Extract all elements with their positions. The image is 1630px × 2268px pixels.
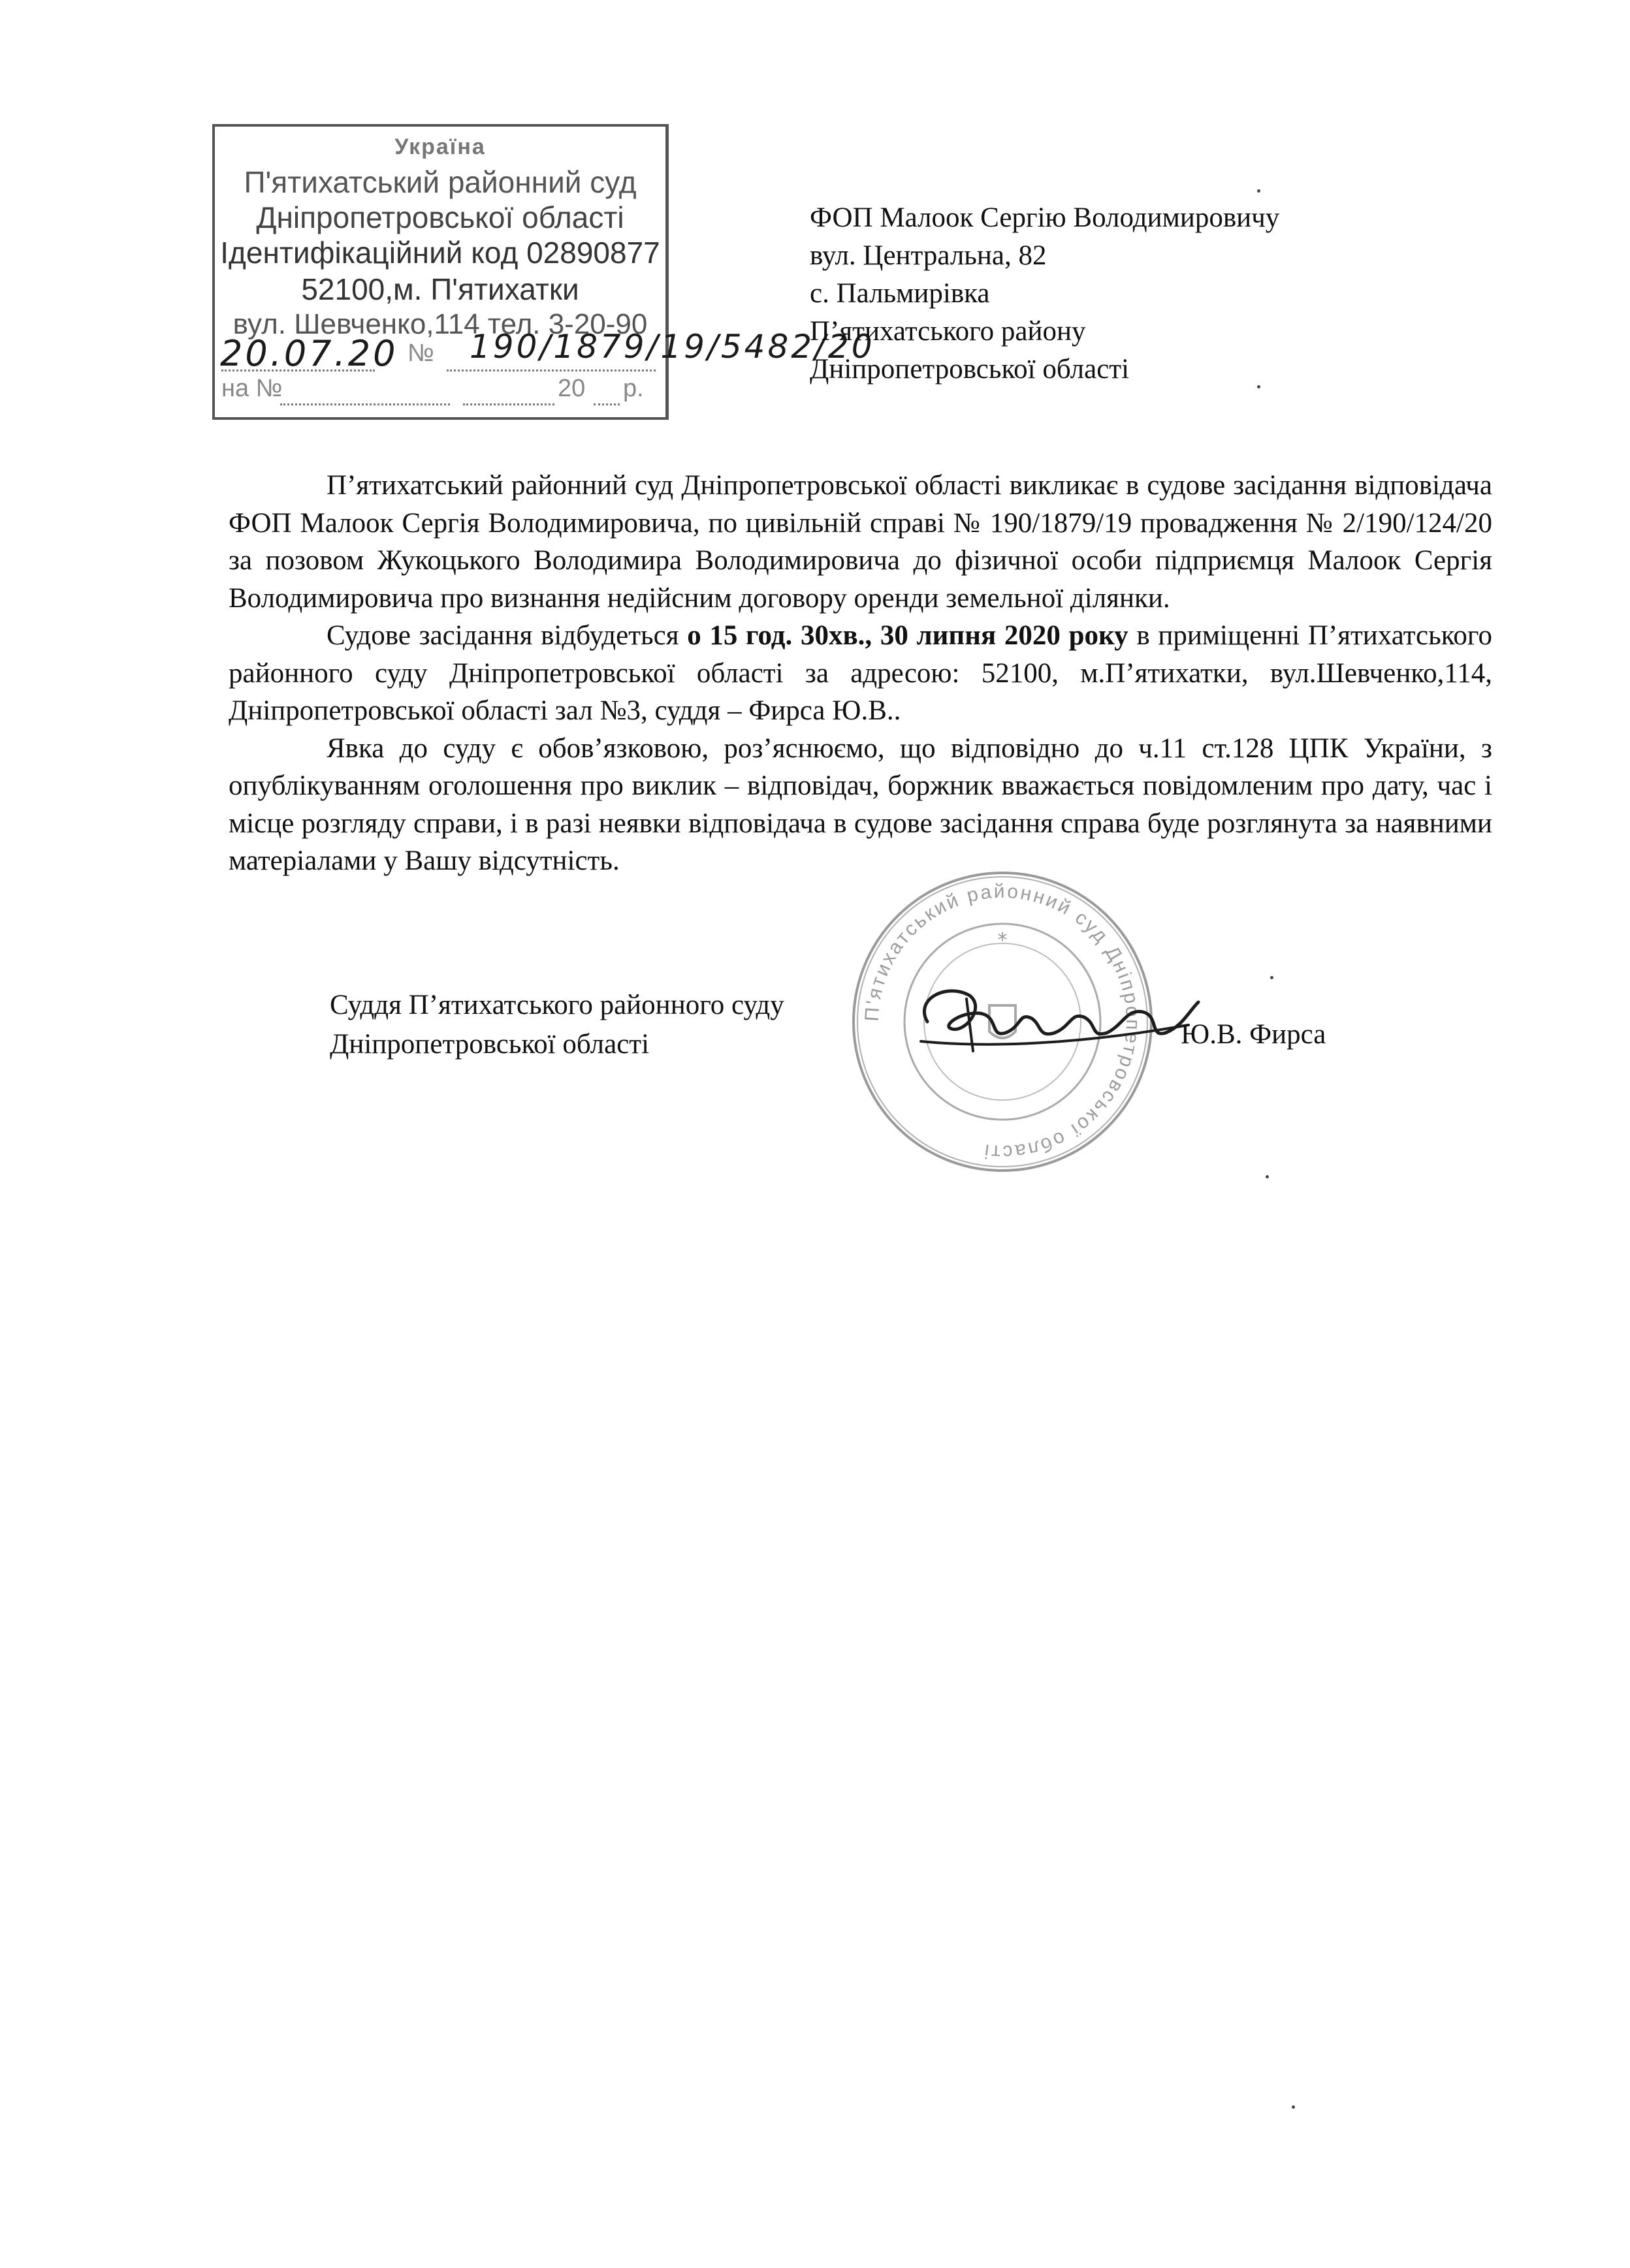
addressee-block [810,199,1528,388]
stamp-reply-suffix: р. [623,375,644,402]
stamp-reply-year: 20 [558,375,586,402]
stamp-street-phone: вул. Шевченко,114 тел. 3-20-90 [232,308,648,340]
stamp-postal-city: 52100,м. П'ятихатки [301,272,579,306]
scan-speck [1257,189,1260,193]
handwritten-signature [908,973,1202,1071]
stamp-reply-prefix: на № [221,375,283,402]
paragraph-attendance: Явка до суду є обов’язковою, роз’яснюємо, що відповідно до ч.11 ст.128 ЦПК України, з опублікуванням оголошення про виклик – відповідач, боржник вважається повідомленим про дату, час і місце розгляду справи, і в разі неявки відповідача в судове засідання справа буде розглянута за наявними матеріалами у Вашу відсутність. [229,732,1492,876]
addressee-village: с. Пальмирівка [810,278,990,309]
addressee-name: ФОП Малоок Сергію Володимировичу [810,202,1280,233]
signatory-name: Ю.В. Фирса [1181,1019,1326,1050]
signatory-title: Суддя П’ятихатського районного суду [330,990,784,1020]
scan-speck [1266,1175,1269,1178]
addressee-region: Дніпропетровської області [810,354,1130,385]
scan-speck [1270,976,1273,979]
addressee-street: вул. Центральна, 82 [810,240,1047,271]
stamp-country: Україна [394,134,486,159]
hearing-datetime: о 15 год. 30хв., 30 липня 2020 року [687,620,1128,651]
addressee-district: П’ятихатського району [810,316,1086,347]
stamp-court-name: П'ятихатський районний суд [244,165,637,199]
paragraph-summons: П’ятихатський районний суд Дніпропетровської області викликає в судове засідання відповідача ФОП Малоок Сергія Володимировича, по цивільній справі № 190/1879/19 провадження № 2/190/124/20 за позовом Жукоцького Володимира Володимировича до фізичної особи підприємця Малоок Сергія Володимировича про визнання недійсним договору оренди земельної ділянки. [229,470,1492,614]
paragraph-hearing-time: Судове засідання відбудеться о 15 год. 30хв., 30 липня 2020 року в приміщенні П’ятихатського районного суду Дніпропетровської області за адресою: 52100, м.П’ятихатки, вул.Шевченко,114, Дніпропетровської області зал №3, суддя – Фирса Ю.В.. [229,620,1492,726]
stamp-reply-row [221,373,659,409]
stamp-region: Дніпропетровської області [256,200,624,234]
svg-text:*: * [997,929,1008,952]
notice-body [229,467,1492,880]
scan-speck [1257,385,1260,388]
handwritten-case-number: 190/1879/19/5482/20 [470,328,875,366]
seal-text: П'ятихатський районний суд Дніпропетровської області [861,880,1144,1163]
scan-speck [1292,2105,1295,2109]
stamp-outgoing-row [220,328,875,374]
handwritten-date: 20.07.20 [220,333,398,374]
signatory-position [330,986,784,1064]
stamp-id-code: Ідентифікаційний код 02890877 [220,236,660,270]
stamp-number-label: № [408,339,434,367]
registration-stamp [212,124,875,420]
signatory-region: Дніпропетровської області [330,1029,650,1060]
